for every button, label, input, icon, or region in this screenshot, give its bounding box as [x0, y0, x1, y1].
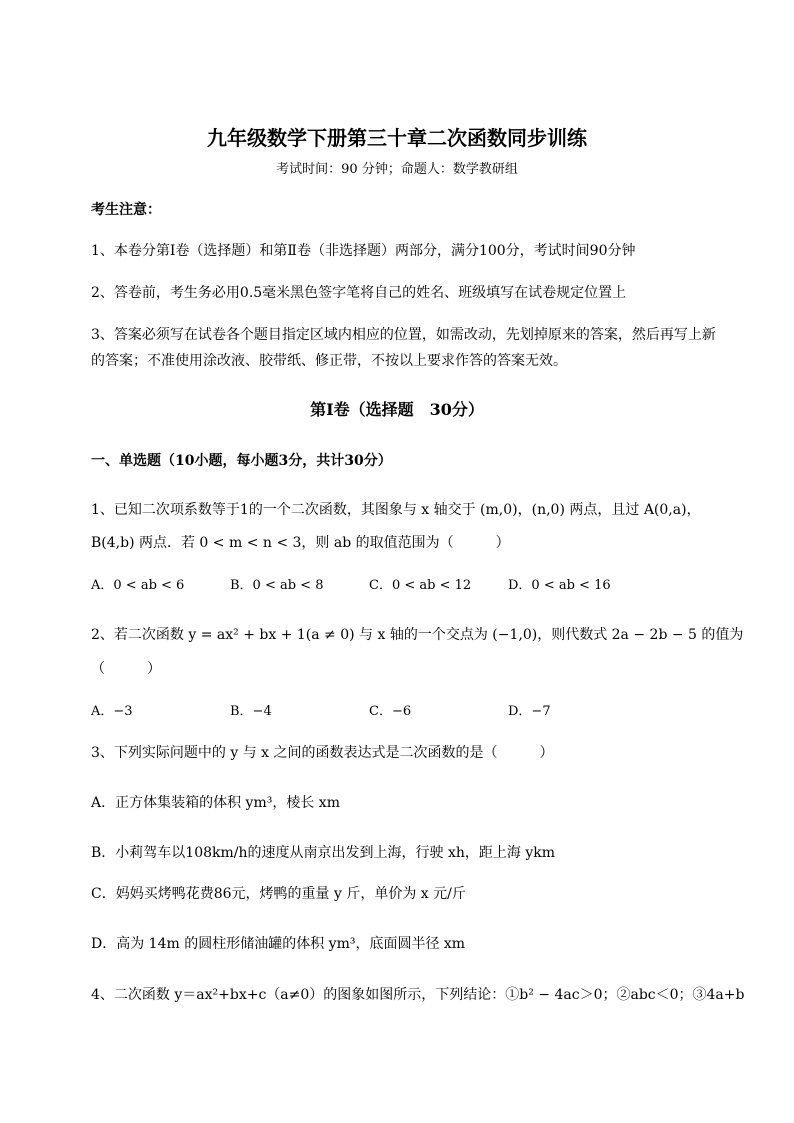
notice-item: 2、答卷前，考生务必用0.5毫米黑色签字笔将自己的姓名、班级填写在试卷规定位置上 [91, 285, 627, 301]
question-2-option-c: C．−6 [369, 704, 412, 719]
question-2-text: 2、若二次函数 y = ax² + bx + 1(a ≠ 0) 与 x 轴的一个交点为 (−1,0)，则代数式 2a − 2b − 5 的值为 [91, 627, 744, 643]
question-3-option-c: C．妈妈买烤鸭花费86元，烤鸭的重量 y 斤，单价为 x 元/斤 [91, 886, 466, 902]
question-4-text: 4、二次函数 y＝ax²+bx+c（a≠0）的图象如图所示，下列结论：①b² − 4ac＞0；②abc＜0；③4a+b [91, 987, 745, 1003]
page-subtitle: 考试时间：90 分钟；命题人：数学教研组 [276, 162, 518, 177]
question-3-option-d: D．高为 14m 的圆柱形储油罐的体积 ym³，底面圆半径 xm [91, 936, 466, 952]
question-2-option-b: B．−4 [230, 704, 272, 719]
question-2-option-d: D．−7 [508, 704, 551, 719]
question-1-text-cont: B(4,b) 两点．若 0 < m < n < 3，则 ab 的取值范围为（ ） [91, 535, 510, 551]
page-title: 九年级数学下册第三十章二次函数同步训练 [207, 126, 587, 150]
notice-item: 3、答案必须写在试卷各个题目指定区域内相应的位置，如需改动，先划掉原来的答案，然后再写上新 [91, 327, 716, 343]
question-1-option-d: D．0 < ab < 16 [508, 578, 611, 593]
notice-heading: 考生注意： [91, 202, 161, 218]
question-3-text: 3、下列实际问题中的 y 与 x 之间的函数表达式是二次函数的是（ ） [91, 745, 554, 761]
question-2-text-cont: （ ） [91, 661, 161, 677]
question-1-text: 1、已知二次项系数等于1的一个二次函数，其图象与 x 轴交于 (m,0)，(n,0) 两点，且过 A(0,a)， [91, 502, 701, 518]
section-title: 第Ⅰ卷（选择题 30分） [310, 400, 484, 419]
question-2-option-a: A．−3 [91, 704, 133, 719]
question-1-option-b: B．0 < ab < 8 [230, 578, 324, 593]
question-3-option-a: A．正方体集装箱的体积 ym³，棱长 xm [91, 795, 340, 811]
notice-item: 的答案；不准使用涂改液、胶带纸、修正带，不按以上要求作答的答案无效。 [91, 353, 567, 369]
question-3-option-b: B．小莉驾车以108km/h的速度从南京出发到上海，行驶 xh，距上海 ykm [91, 845, 555, 861]
question-1-option-c: C．0 < ab < 12 [369, 578, 472, 593]
part-heading: 一、单选题（10小题，每小题3分，共计30分） [91, 453, 392, 469]
notice-item: 1、本卷分第Ⅰ卷（选择题）和第Ⅱ卷（非选择题）两部分，满分100分，考试时间90分钟 [91, 243, 636, 259]
question-1-option-a: A．0 < ab < 6 [91, 578, 185, 593]
